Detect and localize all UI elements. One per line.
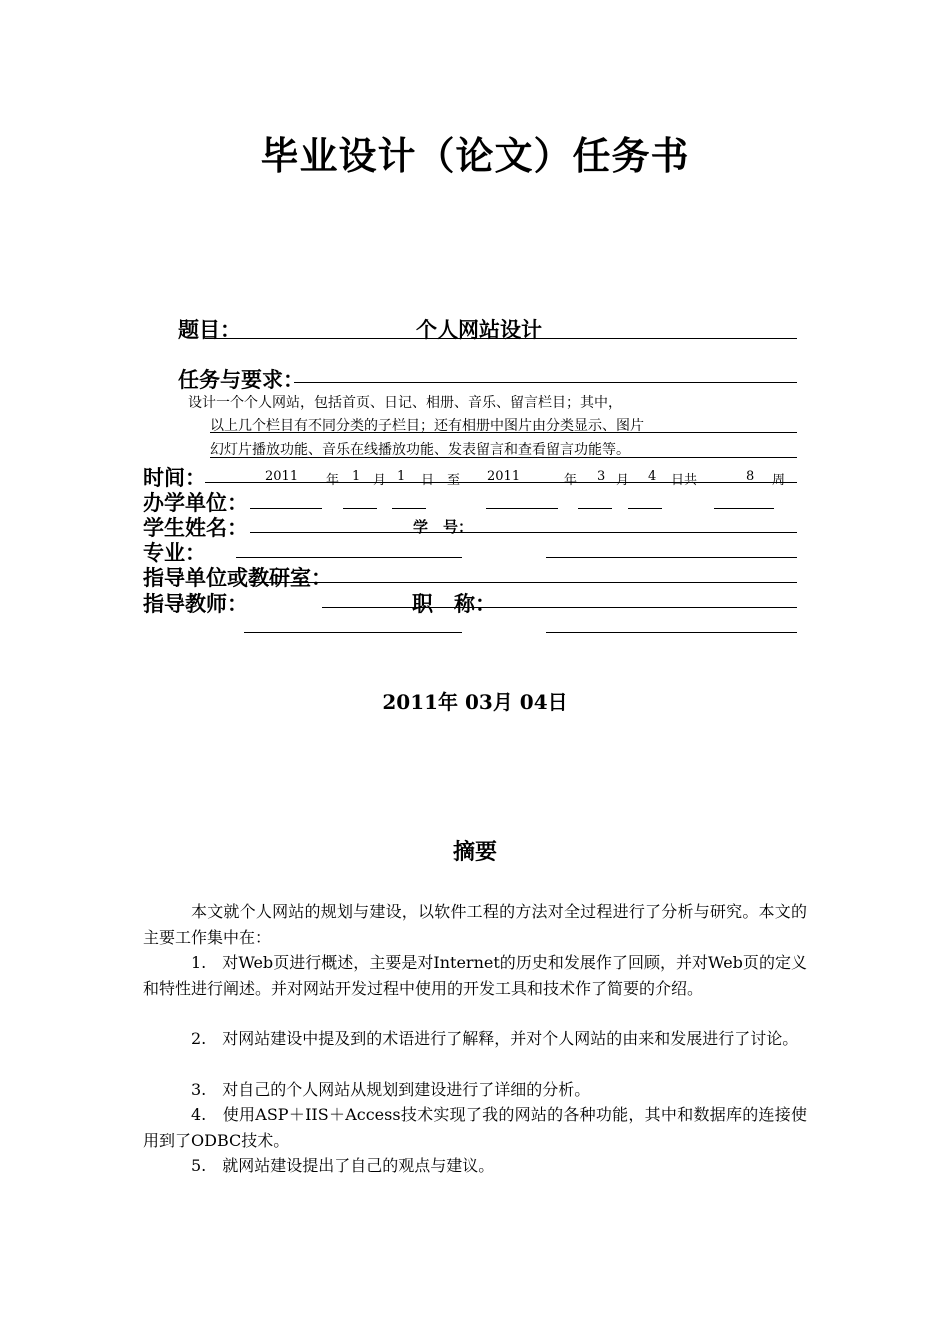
time-week-unit: 周 [772, 473, 786, 488]
time-total-unit: 日共 [671, 473, 698, 488]
time-weeks: 8 [746, 469, 755, 484]
abstract-item-3: 3. 对自己的个人网站从规划到建设进行了详细的分析。 [191, 1080, 591, 1099]
topic-value: 个人网站设计 [416, 317, 542, 342]
time-month-unit-2: 月 [616, 473, 630, 488]
requirements-line-2: 以上几个栏目有不同分类的子栏目；还有相册中图片由分类显示、图片 [210, 418, 644, 434]
abstract-intro: 本文就个人网站的规划与建设，以软件工程的方法对全过程进行了分析与研究。本文的主要工作集中在： [143, 902, 807, 947]
time-day-unit: 日 [421, 473, 435, 488]
time-start-month: 1 [352, 469, 361, 484]
topic-underline [205, 338, 797, 339]
student-number-label: 学 号： [413, 518, 474, 536]
time-start-day: 1 [397, 469, 406, 484]
advisor-label: 指导教师： [143, 591, 248, 616]
time-end-day: 4 [648, 469, 657, 484]
document-title: 毕业设计（论文）任务书 [260, 133, 690, 178]
extra-underline-left [244, 632, 462, 633]
school-unit-underline-1 [250, 508, 322, 509]
abstract-item-5: 5. 就网站建设提出了自己的观点与建议。 [191, 1156, 495, 1175]
advisor-unit-underline [250, 582, 797, 583]
school-unit-label: 办学单位： [143, 490, 248, 515]
time-end-month: 3 [597, 469, 606, 484]
school-unit-underline-5 [578, 508, 612, 509]
time-label: 时间： [143, 465, 206, 490]
abstract-item-2: 2. 对网站建设中提及到的术语进行了解释，并对个人网站的由来和发展进行了讨论。 [191, 1029, 799, 1048]
time-start-year: 2011 [265, 469, 299, 484]
requirements-underline [294, 382, 797, 383]
time-month-unit-1: 月 [373, 473, 387, 488]
document-date: 2011年 03月 04日 [382, 690, 568, 714]
extra-underline-right [546, 632, 797, 633]
school-unit-underline-3 [392, 508, 426, 509]
requirements-label: 任务与要求： [178, 367, 304, 392]
advisor-underline [322, 607, 797, 608]
requirements-line-3: 幻灯片播放功能、音乐在线播放功能、发表留言和查看留言功能等。 [210, 442, 630, 458]
school-unit-underline-6 [628, 508, 662, 509]
abstract-item-4: 4. 使用ASP＋IIS＋Access技术实现了我的网站的各种功能，其中和数据库的连接使用到了ODBC技术。 [143, 1105, 807, 1150]
school-unit-underline-7 [714, 508, 774, 509]
school-unit-underline-4 [486, 508, 558, 509]
time-to: 至 [447, 473, 461, 488]
abstract-item-1: 1. 对Web页进行概述，主要是对Internet的历史和发展作了回顾，并对Web页的定义和特性进行阐述。并对网站开发过程中使用的开发工具和技术作了简要的介绍。 [143, 953, 807, 998]
student-name-label: 学生姓名： [143, 515, 248, 540]
school-unit-underline-2 [343, 508, 377, 509]
major-underline-right [546, 557, 797, 558]
abstract-heading: 摘要 [452, 839, 497, 865]
student-name-underline [250, 532, 797, 533]
time-year-unit-1: 年 [326, 473, 340, 488]
major-underline-left [236, 557, 462, 558]
time-year-unit-2: 年 [564, 473, 578, 488]
time-end-year: 2011 [487, 469, 521, 484]
requirements-line-3-underline [210, 457, 797, 458]
advisor-title-label: 职 称： [412, 591, 496, 616]
requirements-line-2-underline [210, 432, 797, 433]
topic-label: 题目： [178, 317, 241, 342]
requirements-line-1: 设计一个个人网站，包括首页、日记、相册、音乐、留言栏目；其中， [188, 395, 622, 411]
major-label: 专业： [143, 540, 206, 565]
advisor-unit-label: 指导单位或教研室： [143, 565, 332, 590]
